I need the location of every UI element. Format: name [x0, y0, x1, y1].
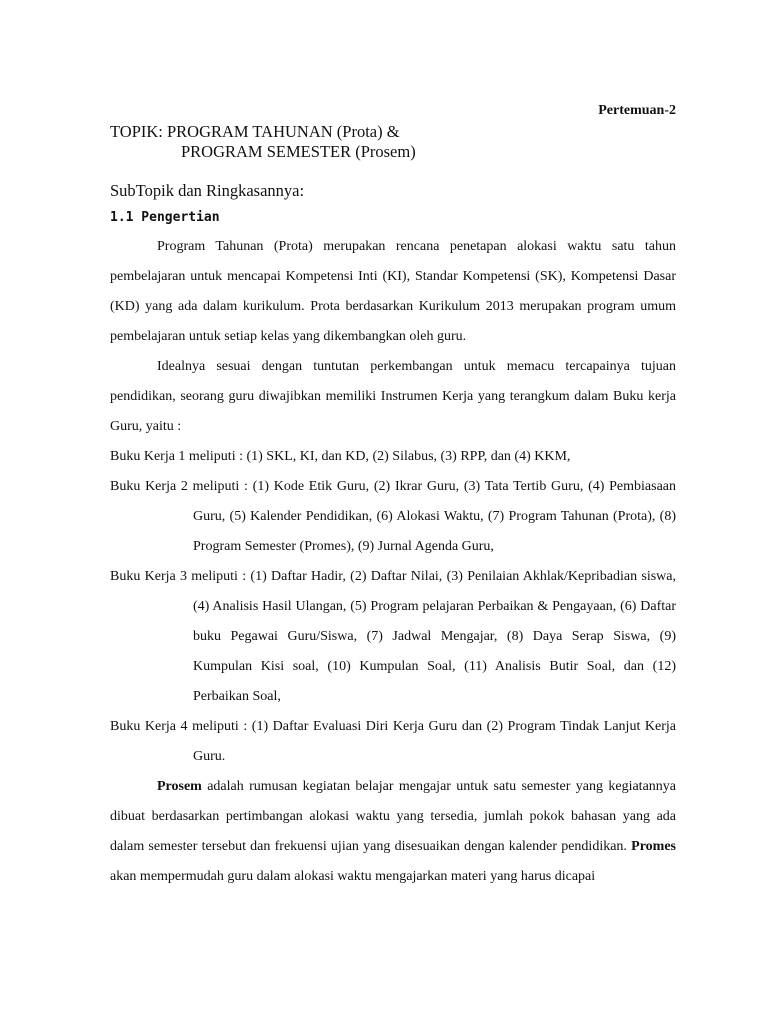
- paragraph-prosem: [110, 772, 676, 892]
- topic-line-1: TOPIK: PROGRAM TAHUNAN (Prota) &: [110, 122, 400, 141]
- term-prosem: Prosem: [157, 779, 202, 794]
- buku-kerja-3: Buku Kerja 3 meliputi : (1) Daftar Hadir, (2) Daftar Nilai, (3) Penilaian Akhlak/Kepribadian siswa, (4) Analisis Hasil Ulangan, (5) Program pelajaran Perbaikan & Pengayaan, (6) Daftar buku Pegawai Guru/Siswa, (7) Jadwal Mengajar, (8) Daya Serap Siswa, (9) Kumpulan Kisi soal, (10) Kumpulan Soal, (11) Analisis Butir Soal, dan (12) Perbaikan Soal,: [110, 569, 676, 704]
- document-body: [110, 232, 676, 892]
- prosem-text-1: adalah rumusan kegiatan belajar mengajar untuk satu semester yang kegiatannya dibuat berdasarkan pertimbangan alokasi waktu yang tersedia, jumlah pokok bahasan yang ada dalam semester tersebut dan frekuensi ujian yang disesuaikan dengan kalender pendidikan.: [110, 779, 676, 854]
- paragraph-prota: Program Tahunan (Prota) merupakan rencana penetapan alokasi waktu satu tahun pembelajaran untuk mencapai Kompetensi Inti (KI), Standar Kompetensi (SK), Kompetensi Dasar (KD) yang ada dalam kurikulum. Prota berdasarkan Kurikulum 2013 merupakan program umum pembelajaran untuk setiap kelas yang dikembangkan oleh guru.: [110, 239, 676, 344]
- buku-kerja-1: Buku Kerja 1 meliputi : (1) SKL, KI, dan KD, (2) Silabus, (3) RPP, dan (4) KKM,: [110, 449, 571, 464]
- term-promes: Promes: [631, 839, 676, 854]
- prosem-text-2: akan mempermudah guru dalam alokasi waktu mengajarkan materi yang harus dicapai: [110, 869, 596, 884]
- section-heading: 1.1 Pengertian: [110, 210, 220, 225]
- subtopic-heading: SubTopik dan Ringkasannya:: [110, 181, 305, 200]
- buku-kerja-2: Buku Kerja 2 meliputi : (1) Kode Etik Guru, (2) Ikrar Guru, (3) Tata Tertib Guru, (4) Pembiasaan Guru, (5) Kalender Pendidikan, (6) Alokasi Waktu, (7) Program Tahunan (Prota), (8) Program Semester (Promes), (9) Jurnal Agenda Guru,: [110, 479, 676, 554]
- topic-title: [110, 122, 416, 162]
- buku-kerja-4: Buku Kerja 4 meliputi : (1) Daftar Evaluasi Diri Kerja Guru dan (2) Program Tindak Lanjut Kerja Guru.: [110, 719, 676, 764]
- paragraph-ideal: Idealnya sesuai dengan tuntutan perkembangan untuk memacu tercapainya tujuan pendidikan, seorang guru diwajibkan memiliki Instrumen Kerja yang terangkum dalam Buku kerja Guru, yaitu :: [110, 359, 676, 434]
- meeting-label: Pertemuan-2: [598, 103, 676, 118]
- topic-line-2: PROGRAM SEMESTER (Prosem): [181, 142, 416, 161]
